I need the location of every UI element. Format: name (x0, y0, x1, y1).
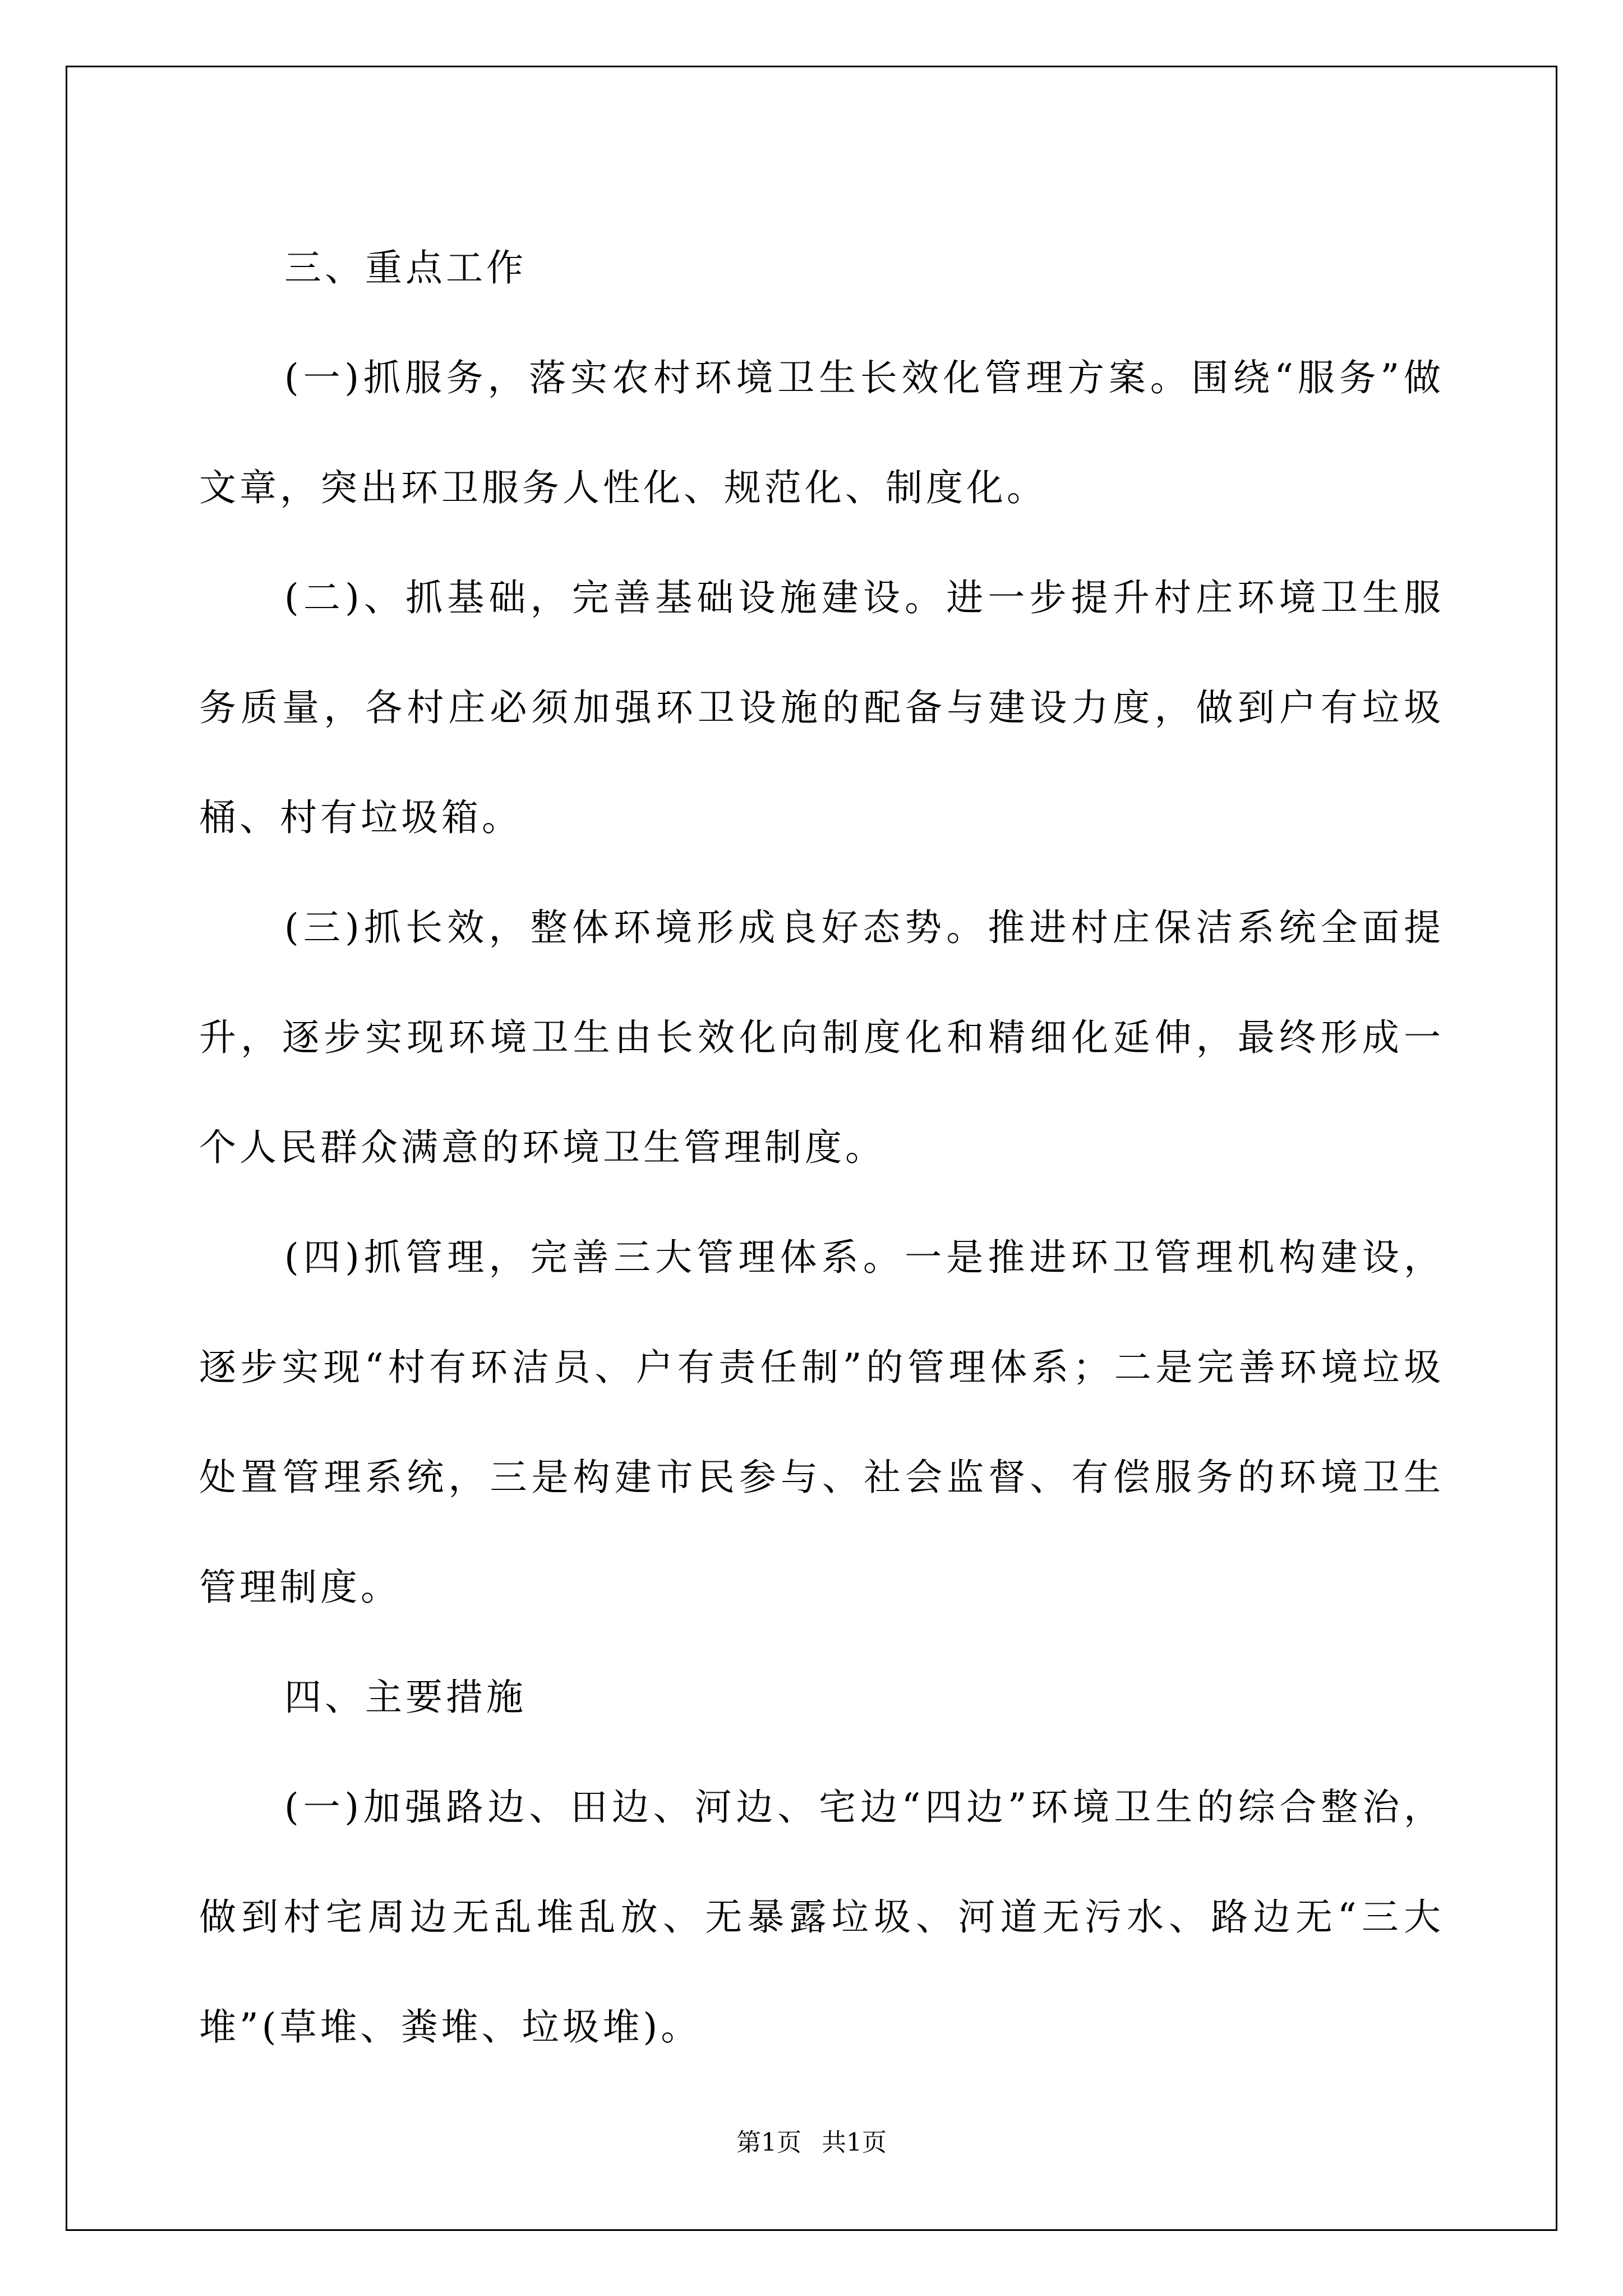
paragraph-infrastructure: (二)、抓基础，完善基础设施建设。进一步提升村庄环境卫生服务质量，各村庄必须加强环卫设施的配备与建设力度，做到户有垃圾桶、村有垃圾箱。 (199, 576, 1444, 839)
paragraph-management: (四)抓管理，完善三大管理体系。一是推进环卫管理机构建设，逐步实现“村有环洁员、户有责任制”的管理体系；二是完善环境垃圾处置管理系统，三是构建市民参与、社会监督、有偿服务的环境卫生管理制度。 (199, 1236, 1444, 1609)
section-heading-key-work: 三、重点工作 (284, 246, 527, 289)
section-heading-main-measures: 四、主要措施 (284, 1676, 527, 1719)
page-number-total: 共1页 (822, 2128, 887, 2157)
page-footer (0, 2126, 1623, 2160)
document-body (199, 213, 1444, 2082)
paragraph-service: (一)抓服务，落实农村环境卫生长效化管理方案。围绕“服务”做文章，突出环卫服务人性化、规范化、制度化。 (199, 356, 1444, 509)
paragraph-long-term: (三)抓长效，整体环境形成良好态势。推进村庄保洁系统全面提升，逐步实现环境卫生由长效化向制度化和精细化延伸，最终形成一个人民群众满意的环境卫生管理制度。 (199, 906, 1444, 1169)
paragraph-four-sides: (一)加强路边、田边、河边、宅边“四边”环境卫生的综合整治，做到村宅周边无乱堆乱放、无暴露垃圾、河道无污水、路边无“三大堆”(草堆、粪堆、垃圾堆)。 (199, 1786, 1444, 2049)
page-number-current: 第1页 (736, 2128, 801, 2157)
